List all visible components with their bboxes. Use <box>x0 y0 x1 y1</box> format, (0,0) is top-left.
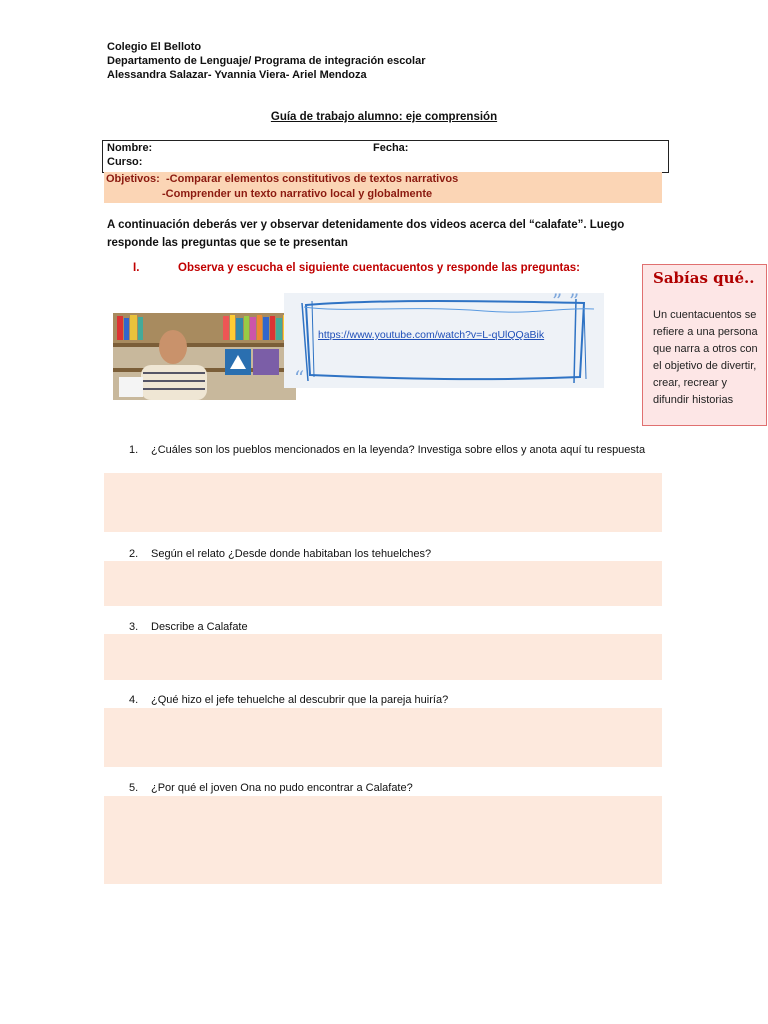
youtube-video-link[interactable]: https://www.youtube.com/watch?v=L-qUlQQaBik <box>318 329 545 341</box>
answer-box-5[interactable] <box>104 796 662 884</box>
objectives-box <box>104 172 662 203</box>
did-you-know-text: Un cuentacuentos se refiere a una persona que narra a otros con el objetivo de divertir, crear, recrear y difundir historias <box>653 309 758 406</box>
answer-box-1[interactable] <box>104 473 662 532</box>
video-link-panel <box>284 293 604 388</box>
student-info-box <box>102 140 669 173</box>
svg-text:“: “ <box>294 366 305 388</box>
svg-text:”: ” <box>569 293 580 313</box>
question-number: 3. <box>129 621 139 633</box>
question-1 <box>129 443 649 458</box>
objective-item: -Comprender un texto narrativo local y globalmente <box>162 188 433 200</box>
objectives-label: Objetivos: <box>106 173 160 185</box>
question-3 <box>129 620 248 635</box>
section-heading <box>133 262 580 274</box>
question-number: 1. <box>129 444 139 456</box>
answer-box-2[interactable] <box>104 561 662 606</box>
did-you-know-box <box>642 264 767 426</box>
date-label: Fecha: <box>373 142 409 154</box>
answer-box-4[interactable] <box>104 708 662 767</box>
question-4 <box>129 693 448 708</box>
question-text: ¿Cuáles son los pueblos mencionados en la leyenda? Investiga sobre ellos y anota aquí tu respuesta <box>151 444 646 456</box>
page-title: Guía de trabajo alumno: eje comprensión <box>270 111 498 123</box>
course-label: Curso: <box>107 156 143 168</box>
section-number: I. <box>133 262 140 274</box>
objective-item: -Comparar elementos constitutivos de textos narrativos <box>166 173 459 185</box>
svg-text:”: ” <box>552 293 563 313</box>
school-name: Colegio El Belloto <box>107 41 202 53</box>
question-number: 5. <box>129 782 139 794</box>
section-title: Observa y escucha el siguiente cuentacuentos y responde las preguntas: <box>178 262 581 274</box>
question-text: Según el relato ¿Desde donde habitaban los tehuelches? <box>151 548 432 560</box>
question-2 <box>129 547 431 562</box>
storyteller-photo <box>113 313 296 400</box>
question-text: ¿Por qué el joven Ona no pudo encontrar a Calafate? <box>151 782 413 794</box>
did-you-know-title: Sabías qué.. <box>653 269 755 287</box>
department-name: Departamento de Lenguaje/ Programa de integración escolar <box>107 55 426 67</box>
question-5 <box>129 781 413 796</box>
answer-box-3[interactable] <box>104 634 662 680</box>
name-label: Nombre: <box>107 142 153 154</box>
question-number: 2. <box>129 548 139 560</box>
authors: Alessandra Salazar- Yvannia Viera- Ariel Mendoza <box>107 69 367 81</box>
instructions-text: A continuación deberás ver y observar detenidamente dos videos acerca del “calafate”. Luego responde las preguntas que se te presentan <box>107 219 625 249</box>
question-text: ¿Qué hizo el jefe tehuelche al descubrir que la pareja huiría? <box>151 694 449 706</box>
question-number: 4. <box>129 694 139 706</box>
question-text: Describe a Calafate <box>151 621 248 633</box>
